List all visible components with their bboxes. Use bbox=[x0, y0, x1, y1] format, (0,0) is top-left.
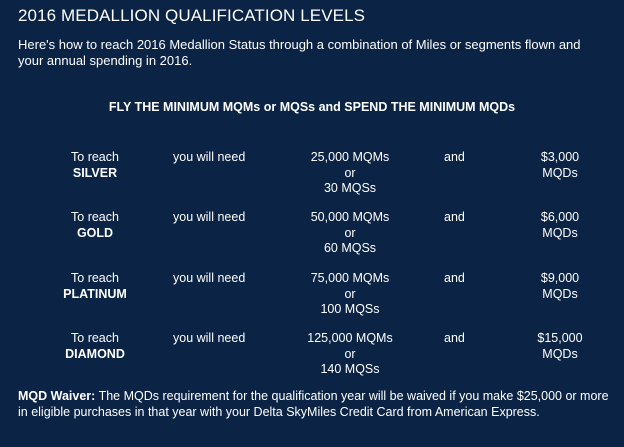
mqd-unit: MQDs bbox=[542, 165, 578, 180]
reach-label: To reach bbox=[71, 271, 119, 285]
mqd-cell bbox=[525, 210, 595, 241]
mqm-value: 25,000 MQMs bbox=[310, 150, 390, 164]
intro-text: Here's how to reach 2016 Medallion Status through a combination of Miles or segments flown and your annual spending in 2016. bbox=[18, 37, 581, 68]
table-subheading: FLY THE MINIMUM MQMs or MQSs and SPEND THE MINIMUM MQDs bbox=[108, 100, 516, 114]
need-label: you will need bbox=[173, 150, 246, 164]
or-label: or bbox=[344, 286, 356, 301]
mqd-cell bbox=[525, 331, 595, 362]
need-label: you will need bbox=[173, 331, 246, 345]
level-name: SILVER bbox=[72, 165, 118, 180]
mqd-cell bbox=[525, 150, 595, 181]
level-cell bbox=[45, 210, 145, 241]
reach-label: To reach bbox=[71, 150, 119, 164]
mqd-amount: $6,000 bbox=[540, 210, 580, 224]
reach-label: To reach bbox=[71, 210, 119, 224]
mqd-unit: MQDs bbox=[542, 286, 578, 301]
table-row bbox=[0, 271, 624, 329]
table-row bbox=[0, 150, 624, 208]
or-label: or bbox=[344, 165, 356, 180]
and-label: and bbox=[444, 210, 465, 224]
reach-label: To reach bbox=[71, 331, 119, 345]
mqm-value: 50,000 MQMs bbox=[310, 210, 390, 224]
page-title: 2016 MEDALLION QUALIFICATION LEVELS bbox=[18, 6, 366, 25]
mqm-mqs-cell bbox=[290, 271, 410, 318]
mqm-mqs-cell bbox=[290, 150, 410, 197]
and-label: and bbox=[444, 271, 465, 285]
waiver-text: The MQDs requirement for the qualification year will be waived if you make $25,000 or more in eligible purchases in that year with your Delta SkyMiles Credit Card from American Express. bbox=[18, 389, 609, 419]
mqs-value: 140 MQSs bbox=[320, 362, 380, 376]
mqd-amount: $3,000 bbox=[540, 150, 580, 164]
need-label: you will need bbox=[173, 210, 246, 224]
mqd-cell bbox=[525, 271, 595, 302]
mqs-value: 30 MQSs bbox=[323, 181, 377, 195]
mqm-value: 75,000 MQMs bbox=[310, 271, 390, 285]
mqs-value: 100 MQSs bbox=[320, 302, 380, 316]
mqm-mqs-cell bbox=[290, 210, 410, 257]
mqd-amount: $9,000 bbox=[540, 271, 580, 285]
need-label: you will need bbox=[173, 271, 246, 285]
level-name: DIAMOND bbox=[65, 346, 125, 361]
and-label: and bbox=[444, 150, 465, 164]
level-name: GOLD bbox=[76, 225, 114, 240]
mqs-value: 60 MQSs bbox=[323, 241, 377, 255]
mqd-unit: MQDs bbox=[542, 346, 578, 361]
or-label: or bbox=[344, 225, 356, 240]
level-cell bbox=[45, 150, 145, 181]
level-cell bbox=[45, 271, 145, 302]
waiver-label: MQD Waiver: bbox=[18, 389, 96, 403]
mqd-unit: MQDs bbox=[542, 225, 578, 240]
table-row bbox=[0, 331, 624, 389]
level-cell bbox=[45, 331, 145, 362]
mqm-mqs-cell bbox=[290, 331, 410, 378]
and-label: and bbox=[444, 331, 465, 345]
level-name: PLATINUM bbox=[63, 286, 127, 301]
mqm-value: 125,000 MQMs bbox=[307, 331, 393, 345]
mqd-amount: $15,000 bbox=[537, 331, 583, 345]
or-label: or bbox=[344, 346, 356, 361]
mqd-waiver-note bbox=[18, 388, 610, 420]
table-row bbox=[0, 210, 624, 268]
